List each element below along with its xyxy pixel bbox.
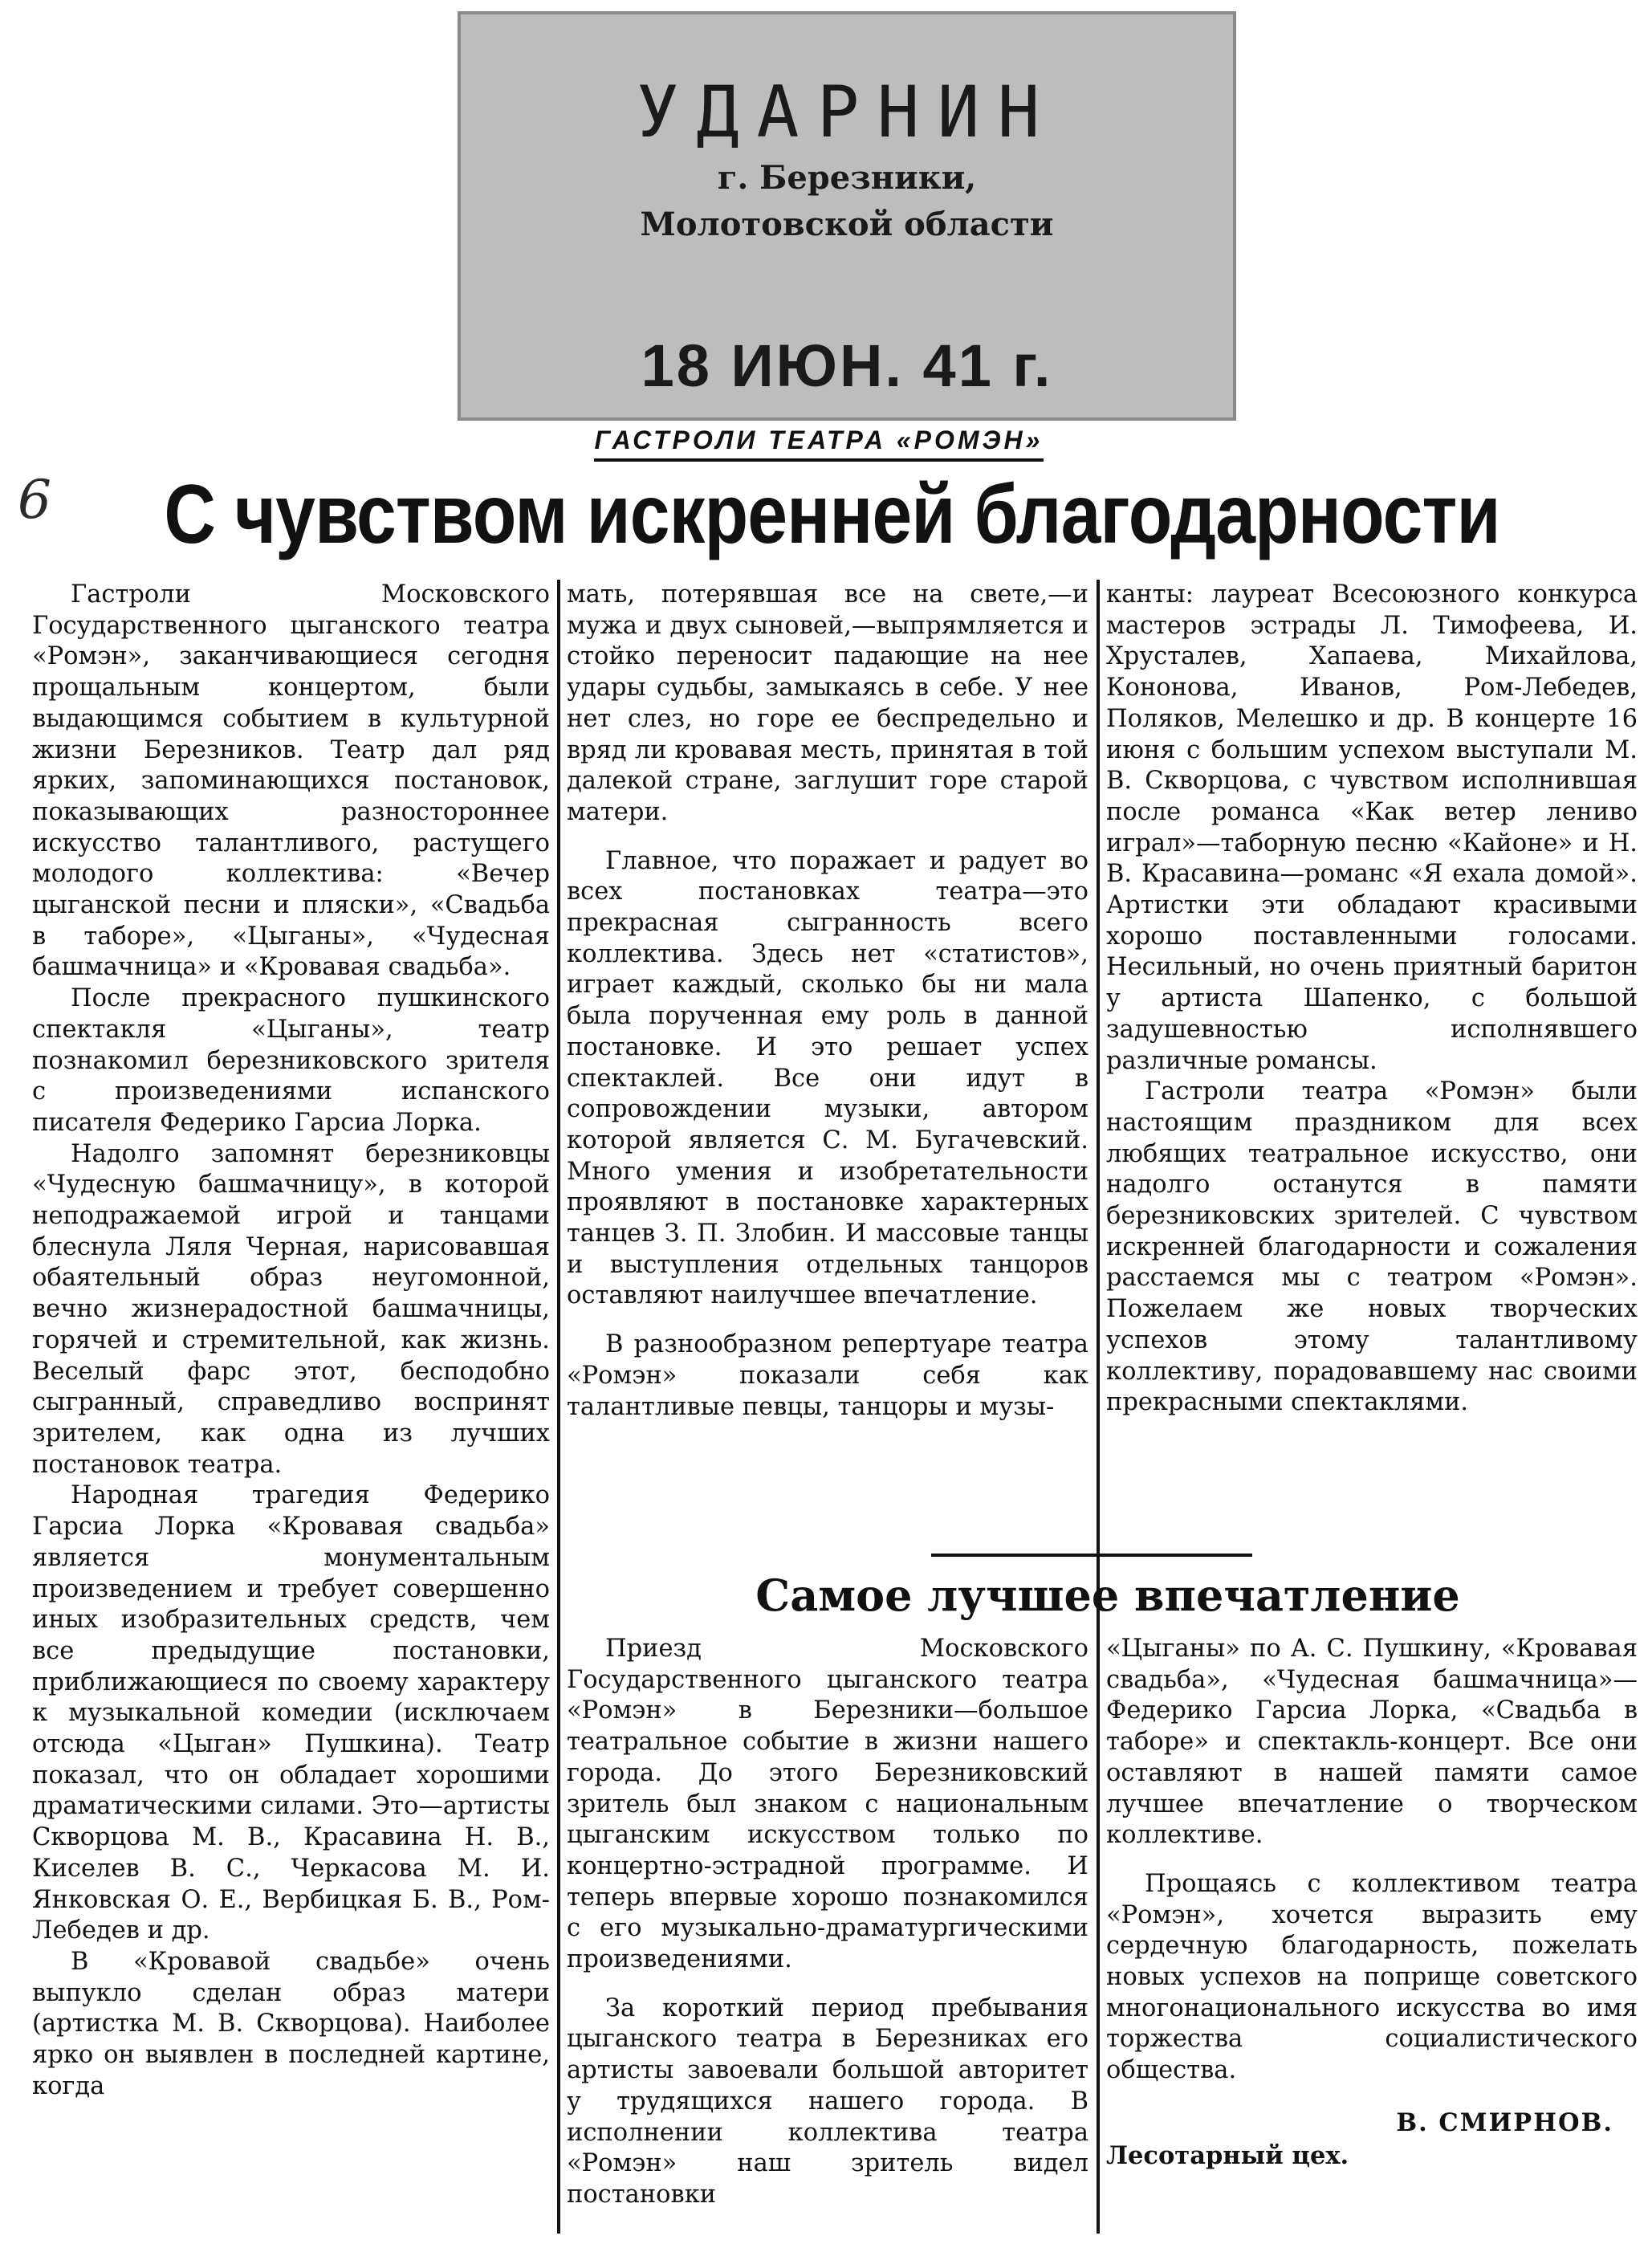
paragraph: Главное, что поражает и радует во всех постановках театра—это прекрасная сыгранность всего коллектива. Здесь нет «статистов», играет каждый, сколько бы ни мала была порученная ему роль в данной постановке. И это решает успех спектаклей. Все они идут в сопровождении музыки, автором которой является С. М. Бугачевский. Много умения и изобретательности проявляют в постановке характерных танцев З. П. Злобин. И массовые танцы и выступления отдельных танцоров оставляют наилучшее впечатление. <box>567 846 1088 1310</box>
author-workplace: Лесотарный цех. <box>1106 2140 1349 2170</box>
article2-column-2 <box>1106 1634 1638 2232</box>
stamp-newspaper-name: УДАРНИН <box>636 71 1058 153</box>
library-clipping-stamp <box>458 11 1236 421</box>
paragraph: Надолго запомнят березниковцы «Чудесную башмачницу», в которой неподражаемой игрой и танцами блеснула Ляля Черная, нарисовавшая обаятельный образ неугомонной, вечно жизнерадостной башмачницы, горячей и стремительной, как жизнь. Веселый фарс этот, бесподобно сыгранный, справедливо воспринят зрителем, как одна из лучших постановок театра. <box>32 1139 550 1479</box>
column-divider <box>1097 580 1100 2234</box>
paragraph: Прощаясь с коллективом театра «Ромэн», хочется выразить ему сердечную благодарность, пожелать новых успехов на поприще советского многонационального искусства во имя торжества социалистического общества. <box>1106 1869 1638 2085</box>
stamp-date: 18 ИЮН. 41 г. <box>641 332 1053 399</box>
author-signature: В. СМИРНОВ. <box>1396 2108 1613 2137</box>
stamp-region: Молотовской области <box>640 206 1054 243</box>
paragraph: В «Кровавой свадьбе» очень выпукло сделан образ матери (артистка М. В. Скворцова). Наиболее ярко он выявлен в последней картине, когда <box>32 1947 550 2100</box>
second-article-headline: Самое лучшее впечатление <box>755 1570 1460 1621</box>
article1-column-1 <box>32 580 550 2234</box>
paragraph: Гастроли театра «Ромэн» были настоящим праздником для всех любящих театральное искусство, они надолго останутся в памяти березниковских зрителей. С чувством искренней благодарности и сожаления расстаемся мы с театром «Ромэн». Пожелаем же новых творческих успехов этому талантливому коллективу, порадовавшему нас своими прекрасными спектаклями. <box>1106 1077 1638 1417</box>
paragraph: Народная трагедия Федерико Гарсиа Лорка «Кровавая свадьба» является монументальным произведением и требует совершенно иных изобразительных средств, чем все предыдущие постановки, приближающиеся по своему характеру к музыкальной комедии (исключаем отсюда «Цыган» Пушкина). Театр показал, что он обладает хорошими драматическими силами. Это—артисты Скворцова М. В., Красавина Н. В., Киселев В. С., Черкасова М. И. Янковская О. Е., Вербицкая Б. В., Ром-Лебедев и др. <box>32 1481 550 1945</box>
paragraph: «Цыганы» по А. С. Пушкину, «Кровавая свадьба», «Чудесная башмачница»—Федерико Гарсиа Лорка, «Свадьба в таборе» и спектакль-концерт. Все они оставляют в нашей памяти самое лучшее впечатление о творческом коллективе. <box>1106 1635 1638 1850</box>
paragraph: канты: лауреат Всесоюзного конкурса мастеров эстрады Л. Тимофеева, И. Хрусталев, Хапаева, Михайлова, Кононова, Иванов, Ром-Лебедев, Поляков, Мелешко и др. В концерте 16 июня с большим успехом выступали М. В. Скворцова, с чувством исполнившая после романса «Как ветер лениво играл»—таборную песню «Кайоне» и Н. В. Красавина—романс «Я ехала домой». Артистки эти обладают красивыми хорошо поставленными голосами. Несильный, но очень приятный баритон у артиста Шапенко, с большой задушевностью исполнявшего различные романсы. <box>1106 580 1638 1075</box>
article1-column-2 <box>567 580 1088 1543</box>
article1-column-3 <box>1106 580 1638 1543</box>
section-divider <box>931 1554 1252 1557</box>
paragraph: За короткий период пребывания цыганского театра в Березниках его артисты завоевали большой авторитет у трудящихся нашего города. В исполнении коллектива театра «Ромэн» наш зритель видел постановки <box>567 1993 1088 2209</box>
article2-column-1 <box>567 1634 1088 2232</box>
pencil-annotation: 6 <box>18 469 51 531</box>
paragraph: Приезд Московского Государственного цыганского театра «Ромэн» в Березники—большое театральное событие в жизни нашего города. До этого Березниковский зритель был знаком с национальным цыганским искусством только по концертно-эстрадной программе. И теперь впервые хорошо познакомился с его музыкально-драматургическими произведениями. <box>567 1635 1088 1974</box>
column-divider <box>557 580 560 2234</box>
paragraph: мать, потерявшая все на свете,—и мужа и двух сыновей,—выпрямляется и стойко переносит падающие на нее удары судьбы, замыкаясь в себе. У нее нет слез, но горе ее беспредельно и вряд ли кровавая месть, принятая в той далекой стране, заглушит горе старой матери. <box>567 580 1088 826</box>
paragraph: Гастроли Московского Государственного цыганского театра «Ромэн», заканчивающиеся сегодня прощальным концертом, были выдающимся событием в культурной жизни Березников. Театр дал ряд ярких, запоминающихся постановок, показывающих разностороннее искусство талантливого, растущего молодого коллектива: «Вечер цыганской песни и пляски», «Свадьба в таборе», «Цыганы», «Чудесная башмачница» и «Кровавая свадьба». <box>32 580 550 982</box>
main-headline: С чувством искренней благодарности <box>164 468 1500 561</box>
rubric-heading: ГАСТРОЛИ ТЕАТРА «РОМЭН» <box>594 426 1044 462</box>
stamp-city: г. Березники, <box>717 159 977 197</box>
paragraph: После прекрасного пушкинского спектакля «Цыганы», театр познакомил березниковского зрителя с произведениями испанского писателя Федерико Гарсиа Лорка. <box>32 984 550 1137</box>
paragraph: В разнообразном репертуаре театра «Ромэн» показали себя как талантливые певцы, танцоры и музы- <box>567 1330 1088 1421</box>
